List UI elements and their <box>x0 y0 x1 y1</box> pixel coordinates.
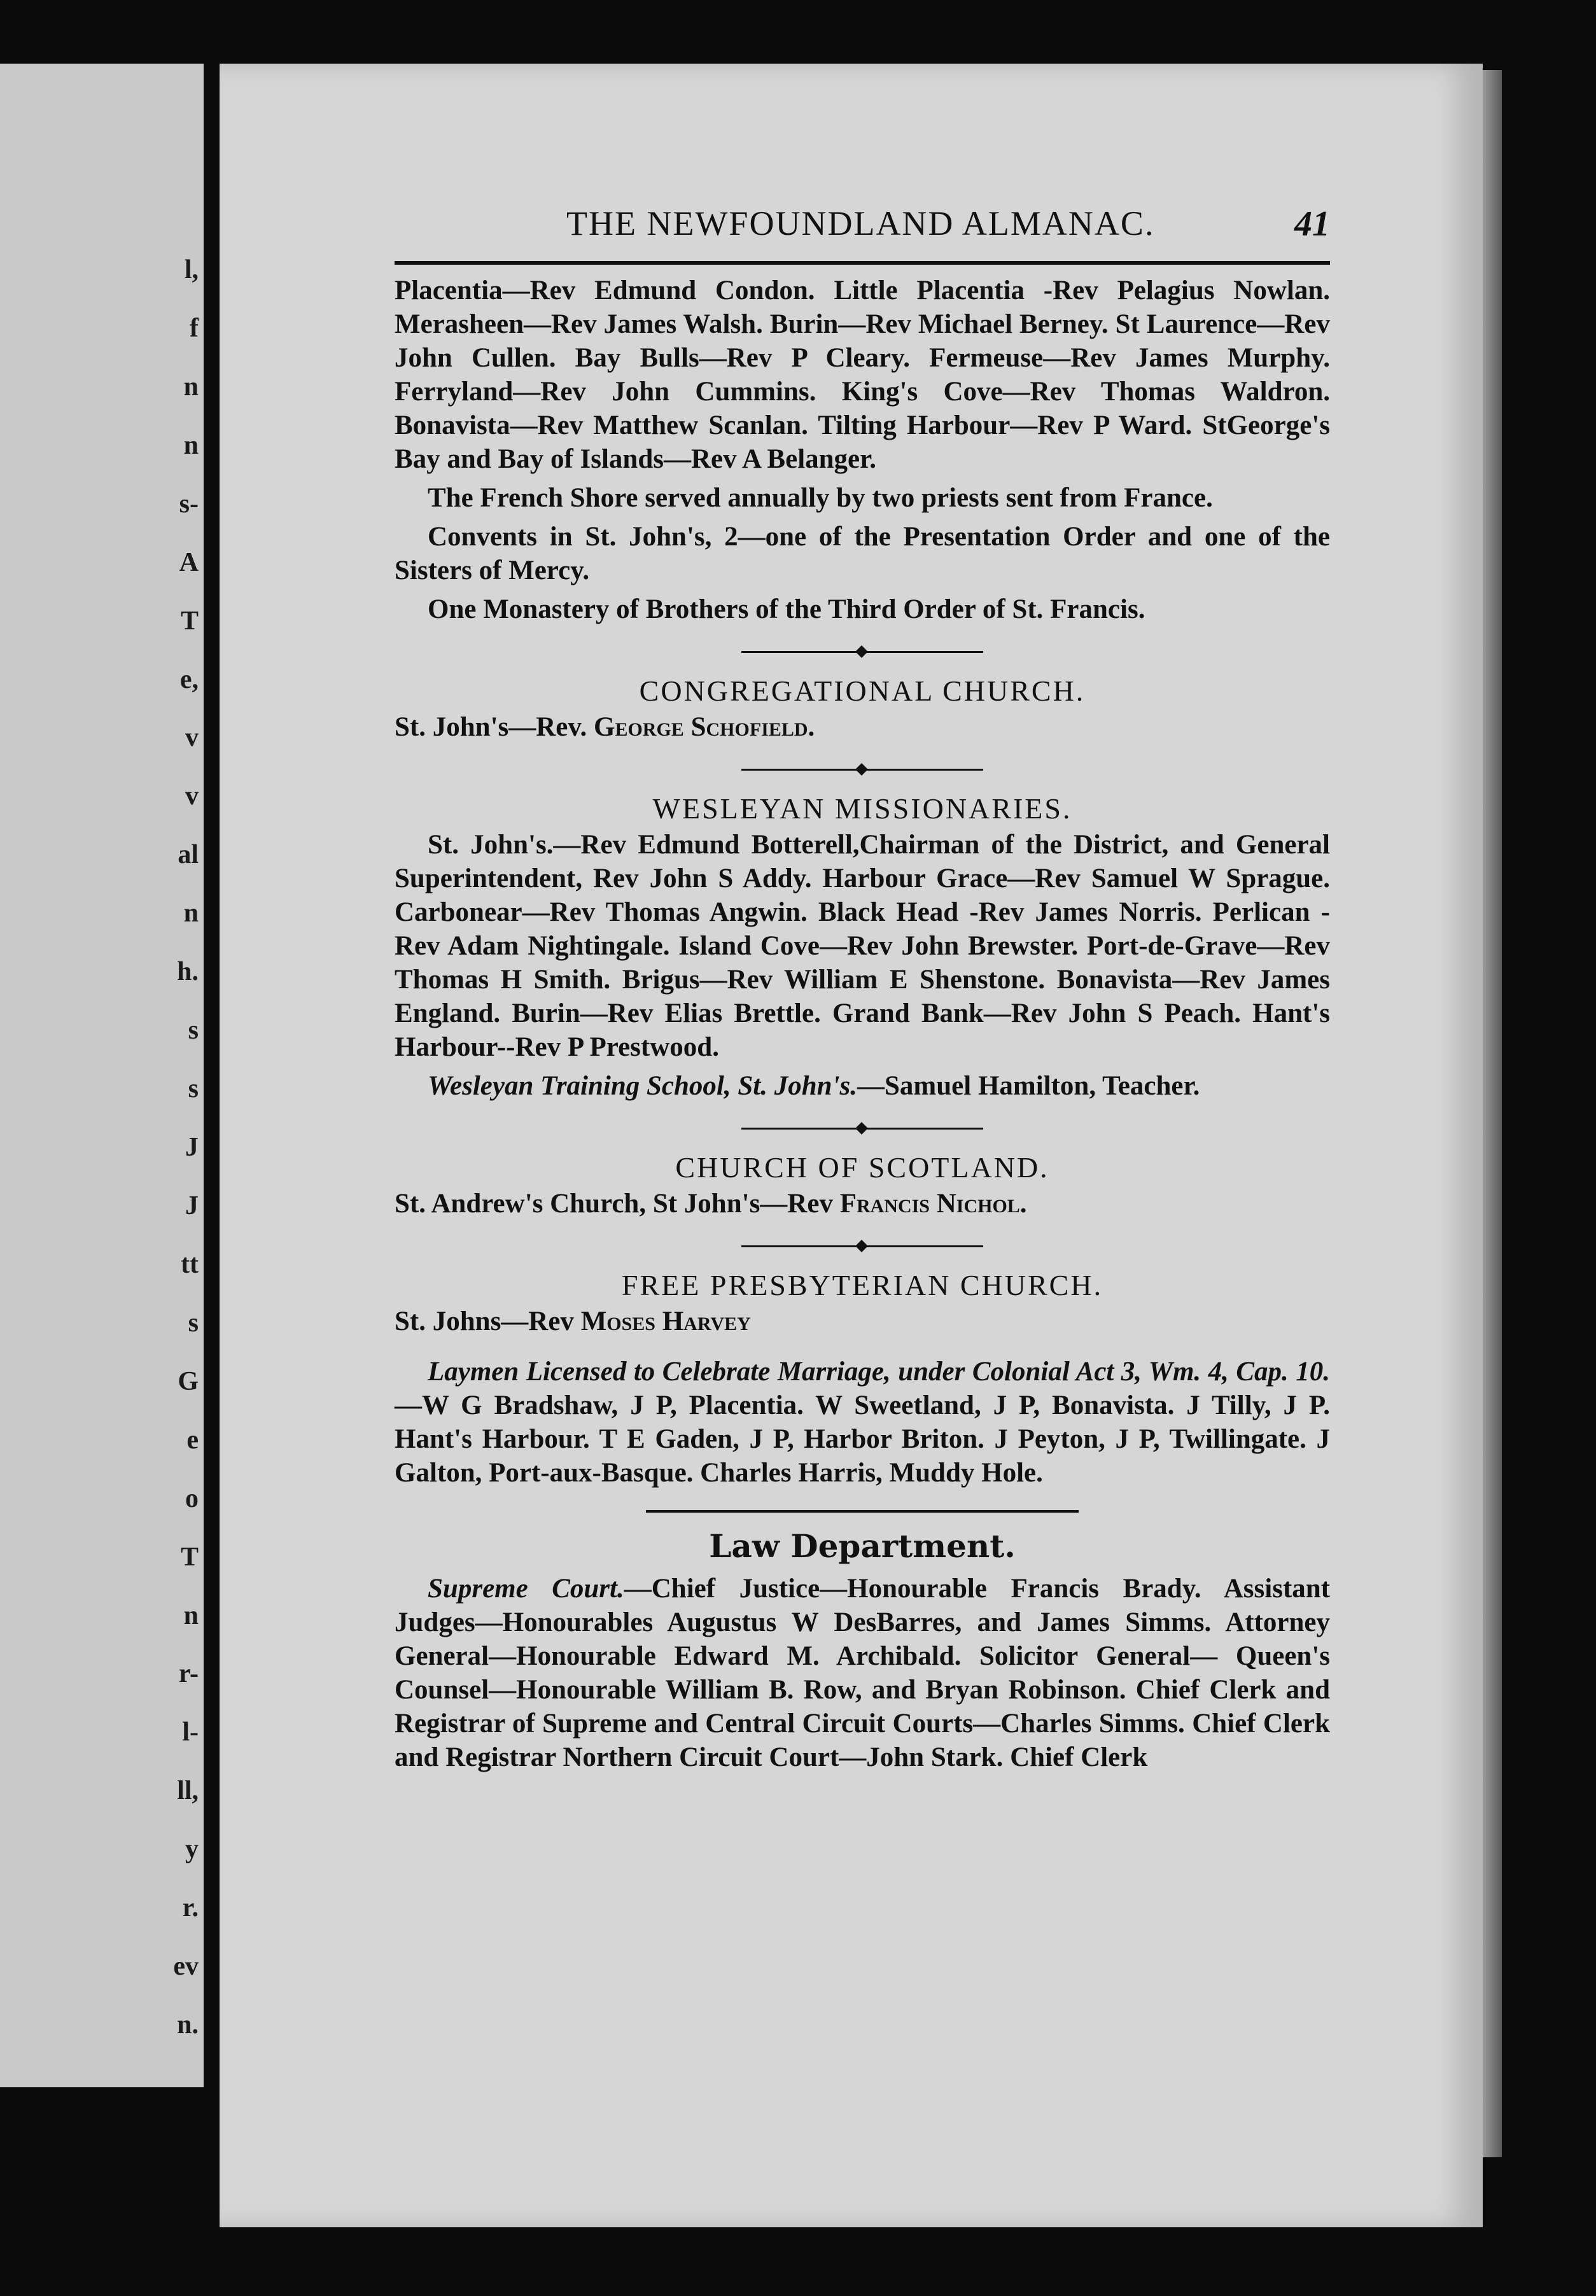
previous-page-text-fragment: s- <box>179 489 199 519</box>
minister-prefix: St. Andrew's Church, St John's—Rev <box>395 1189 833 1219</box>
previous-page-text-fragment: e <box>186 1425 199 1455</box>
header-rule <box>395 261 1330 265</box>
laymen-licensed-label: Laymen Licensed to Celebrate Marriage, under Colonial Act 3, Wm. 4, Cap. 10. <box>428 1357 1330 1387</box>
page-edge-shadow <box>1483 70 1502 2157</box>
ornamental-divider <box>741 1240 983 1252</box>
previous-page-edge <box>0 64 204 2087</box>
previous-page-text-fragment: n <box>183 899 199 928</box>
wesleyan-missionaries-list: St. John's.—Rev Edmund Botterell,Chairman of the District, and General Superintendent, Rev John S Addy. Harbour Grace—Rev Samuel W Sprague. Carbonear—Rev Thomas Angwin. Black Head -Rev James Norris. Perlican -Rev Adam Nightingale. Island Cove—Rev John Brewster. Port-de-Grave—Rev Thomas H Smith. Brigus—Rev William E Shenstone. Bonavista—Rev James England. Burin—Rev Elias Brettle. Grand Bank—Rev John S Peach. Hant's Harbour--Rev P Prestwood. <box>395 830 1330 1062</box>
previous-page-text-fragment: r- <box>178 1659 199 1689</box>
previous-page-text-fragment: ll, <box>177 1776 199 1806</box>
previous-page-text-fragment: h. <box>177 957 199 987</box>
previous-page-text-fragment: n. <box>177 2010 199 2040</box>
laymen-licensed-section <box>395 1355 1330 1490</box>
previous-page-text-fragment: T <box>180 1542 199 1572</box>
previous-page-text-fragment: al <box>178 840 199 870</box>
previous-page-text-fragment: v <box>185 781 199 811</box>
law-department-section <box>395 1529 1330 1774</box>
section-heading: CONGREGATIONAL CHURCH. <box>639 675 1086 707</box>
laymen-licensed-list: —W G Bradshaw, J P, Placentia. W Sweetland, J P, Bonavista. J Tilly, J P. Hant's Harbour. T E Gaden, J P, Harbor Briton. J Peyton, J P, Twillingate. J Galton, Port-aux-Basque. Charles Harris, Muddy Hole. <box>395 1390 1330 1488</box>
ornamental-divider <box>741 763 983 776</box>
minister-prefix: St. Johns—Rev <box>395 1306 574 1336</box>
previous-page-text-fragment: r. <box>182 1893 199 1923</box>
previous-page-text-fragment: l- <box>182 1718 199 1747</box>
minister-name: Francis Nichol. <box>839 1189 1027 1219</box>
catholic-clergy-list: Placentia—Rev Edmund Condon. Little Placentia -Rev Pelagius Nowlan. Merasheen—Rev James Walsh. Burin—Rev Michael Berney. St Laurence—Rev John Cullen. Bay Bulls—Rev P Cleary. Fermeuse—Rev James Murphy. Ferryland—Rev John Cummins. King's Cove—Rev Thomas Waldron. Bonavista—Rev Matthew Scanlan. Tilting Harbour—Rev P Ward. StGeorge's Bay and Bay of Islands—Rev A Belanger. <box>395 276 1330 474</box>
previous-page-text-fragment: f <box>190 313 199 343</box>
plain-divider <box>646 1510 1079 1513</box>
supreme-court-text: —Chief Justice—Honourable Francis Brady. Assistant Judges—Honourables Augustus W DesBarres, and James Simms. Attorney General—Honourable Edward M. Archibald. Solicitor General— Queen's Counsel—Honourable William B. Row, and Bryan Robinson. Chief Clerk and Registrar of Supreme and Central Circuit Courts—Charles Simms. Chief Clerk and Registrar Northern Circuit Court—John Stark. Chief Clerk <box>395 1574 1330 1772</box>
wesleyan-section <box>395 790 1330 1103</box>
supreme-court-paragraph <box>395 1572 1330 1774</box>
previous-page-text-fragment: v <box>185 723 199 753</box>
section-heading: FREE PRESBYTERIAN CHURCH. <box>621 1269 1103 1301</box>
french-shore-note: The French Shore served annually by two priests sent from France. <box>428 483 1213 513</box>
ornamental-divider <box>741 645 983 658</box>
laymen-licensed-paragraph <box>395 1355 1330 1490</box>
previous-page-text-fragment: e, <box>179 664 199 694</box>
ornamental-divider <box>741 1122 983 1135</box>
page-header <box>554 204 1330 255</box>
previous-page-text-fragment: T <box>180 606 199 636</box>
monastery-note: One Monastery of Brothers of the Third Order of St. Francis. <box>428 594 1145 624</box>
previous-page-text-fragment: n <box>183 430 199 460</box>
previous-page-text-fragment: l, <box>184 255 199 284</box>
minister-line <box>395 1187 1330 1221</box>
previous-page-text-fragment: A <box>179 547 199 577</box>
training-school-teacher: —Samuel Hamilton, Teacher. <box>857 1071 1200 1101</box>
previous-page-text-fragment: o <box>185 1483 199 1513</box>
previous-page-text-fragment: n <box>183 372 199 402</box>
previous-page-text-fragment: J <box>185 1191 199 1221</box>
previous-page-text-fragment: s <box>188 1016 199 1046</box>
minister-line <box>395 710 1330 744</box>
section-heading: WESLEYAN MISSIONARIES. <box>652 792 1072 825</box>
previous-page-text-fragment: s <box>188 1074 199 1104</box>
section-heading: CHURCH OF SCOTLAND. <box>675 1151 1049 1184</box>
previous-page-text-fragment: y <box>185 1835 199 1865</box>
congregational-section <box>395 672 1330 744</box>
running-title: THE NEWFOUNDLAND ALMANAC. <box>566 204 1155 242</box>
free-presbyterian-section <box>395 1266 1330 1338</box>
previous-page-text-fragment: s <box>188 1308 199 1338</box>
church-of-scotland-section <box>395 1149 1330 1221</box>
convents-note: Convents in St. John's, 2—one of the Presentation Order and one of the Sisters of Mercy. <box>395 522 1330 585</box>
catholic-missions-section <box>395 274 1330 626</box>
previous-page-text-fragment: n <box>183 1600 199 1630</box>
previous-page-text-fragment: ev <box>173 1952 199 1982</box>
minister-prefix: St. John's—Rev. <box>395 712 587 742</box>
previous-page-text-fragment: tt <box>181 1249 199 1279</box>
supreme-court-label: Supreme Court. <box>428 1574 624 1604</box>
minister-line <box>395 1305 1330 1338</box>
minister-name: Moses Harvey <box>580 1306 751 1336</box>
training-school-label: Wesleyan Training School, St. John's. <box>428 1071 858 1101</box>
page-number: 41 <box>1294 204 1330 244</box>
training-school-line <box>395 1069 1330 1103</box>
previous-page-text-fragment: J <box>185 1133 199 1163</box>
page-content <box>395 274 1330 1779</box>
previous-page-text-fragment: G <box>178 1366 199 1396</box>
minister-name: George Schofield. <box>594 712 815 742</box>
law-department-heading: Law Department. <box>709 1527 1016 1565</box>
